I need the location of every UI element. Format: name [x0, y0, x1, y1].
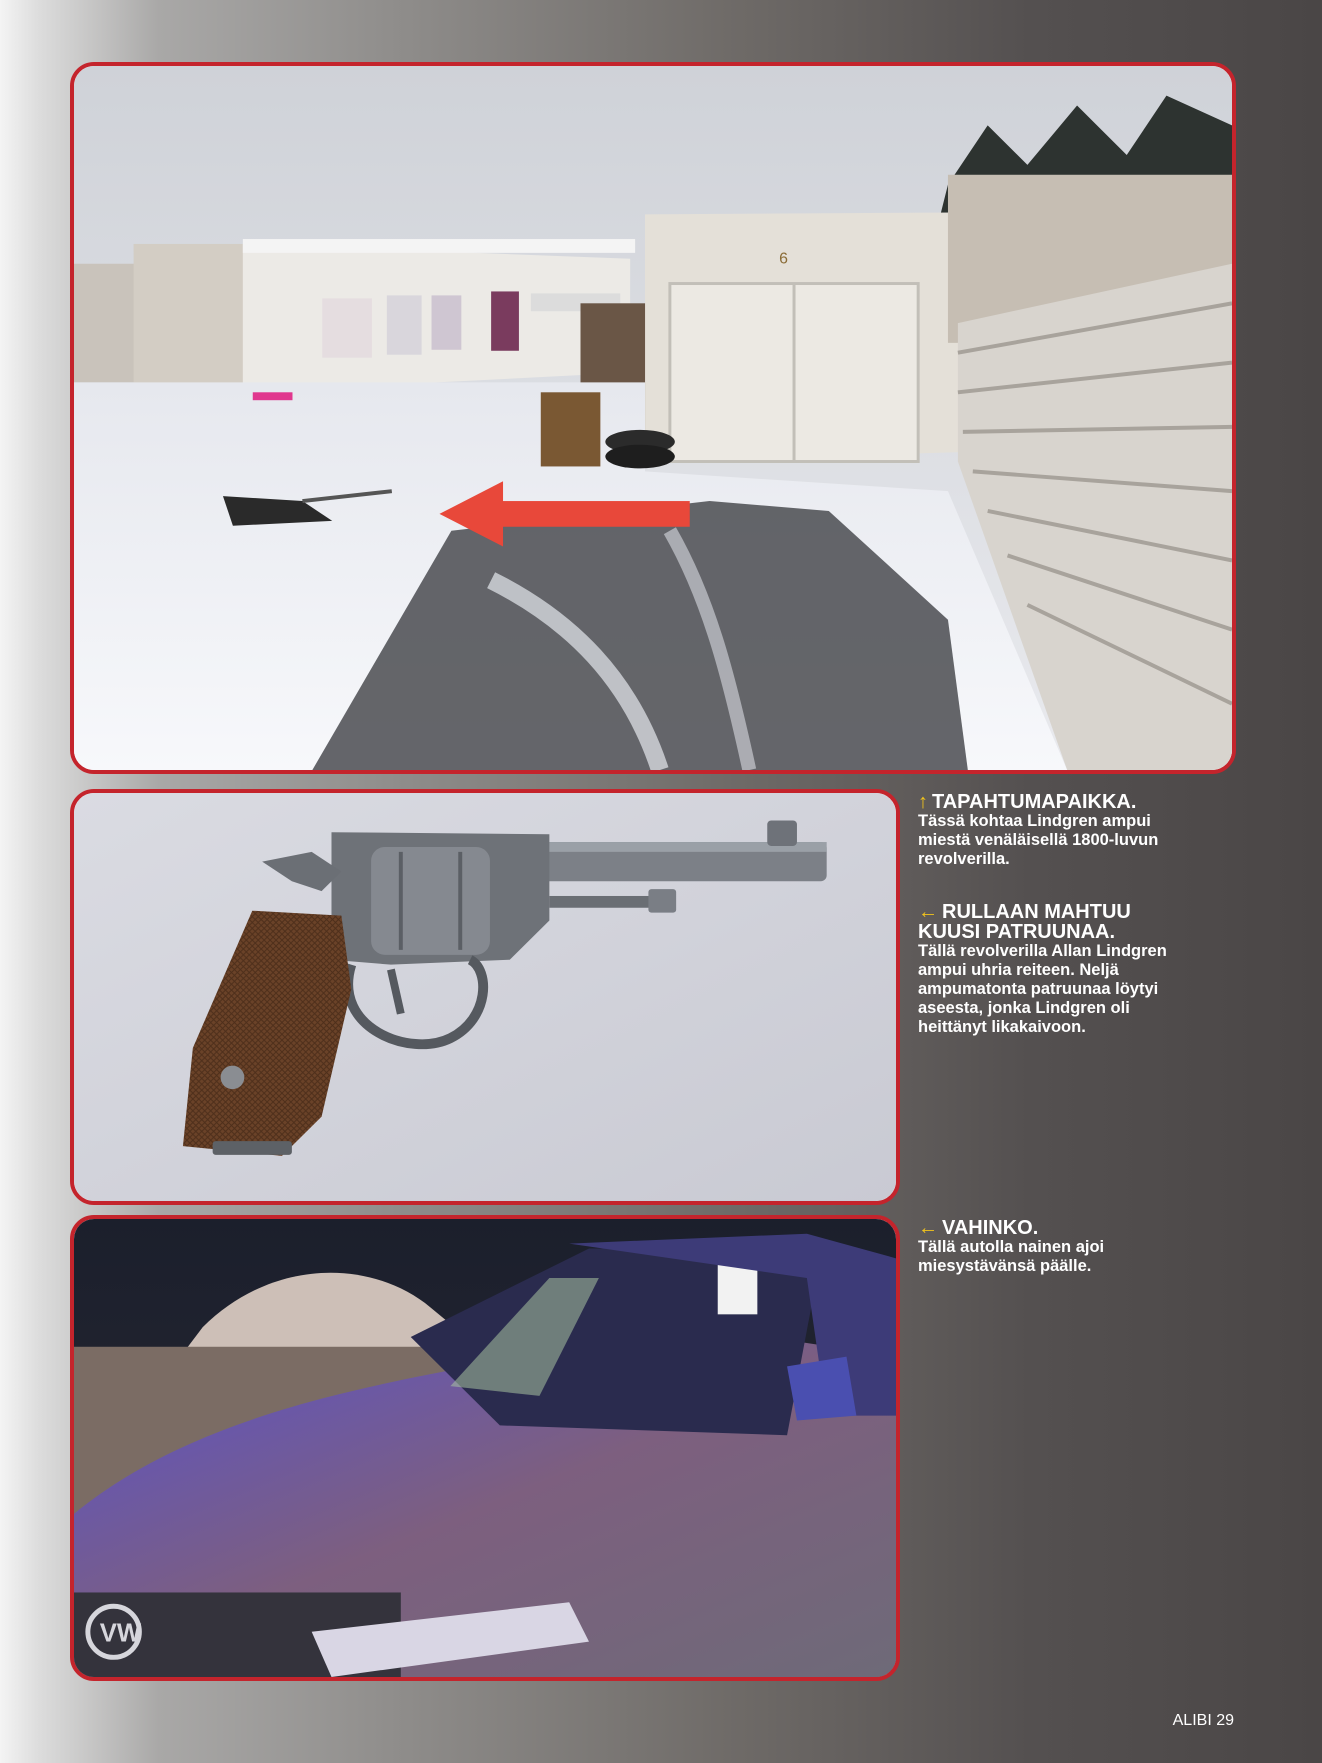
caption-scene-title-text: TAPAHTUMAPAIKKA. — [932, 791, 1137, 813]
caption-car-text: Tällä autolla nainen ajoi miesystävänsä päälle. — [918, 1238, 1105, 1275]
car-illustration — [74, 1219, 896, 1677]
caption-revolver — [918, 902, 1198, 1037]
revolver-illustration — [74, 793, 896, 1201]
svg-text:VW: VW — [99, 1619, 142, 1648]
left-arrow-icon: ← — [918, 901, 938, 923]
caption-scene-text: Tässä kohtaa Lindgren ampui miestä venäläisellä 1800-luvun revolverilla. — [918, 812, 1159, 868]
caption-revolver-text: Tällä revolverilla Allan Lindgren ampui uhria reiteen. Neljä ampumatonta patruunaa löytyi aseesta, jonka Lindgren oli heittänyt likakaivoon. — [918, 942, 1167, 1036]
caption-revolver-title-text: RULLAAN MAHTUU KUUSI PATRUUNAA. — [918, 901, 1131, 943]
up-arrow-icon: ↑ — [918, 791, 928, 813]
caption-car-title-text: VAHINKO. — [942, 1217, 1039, 1239]
caption-car — [918, 1218, 1198, 1276]
caption-revolver-title — [918, 902, 1198, 942]
caption-scene — [918, 792, 1198, 869]
caption-car-title — [918, 1218, 1198, 1238]
page-folio: ALIBI 29 — [1172, 1712, 1234, 1729]
photo-car — [70, 1215, 900, 1681]
left-arrow-icon: ← — [918, 1217, 938, 1239]
garage-number: 6 — [779, 250, 788, 268]
caption-scene-title — [918, 792, 1198, 812]
photo-crime-scene — [70, 62, 1236, 774]
photo-revolver — [70, 789, 900, 1205]
crime-scene-illustration — [74, 66, 1232, 770]
